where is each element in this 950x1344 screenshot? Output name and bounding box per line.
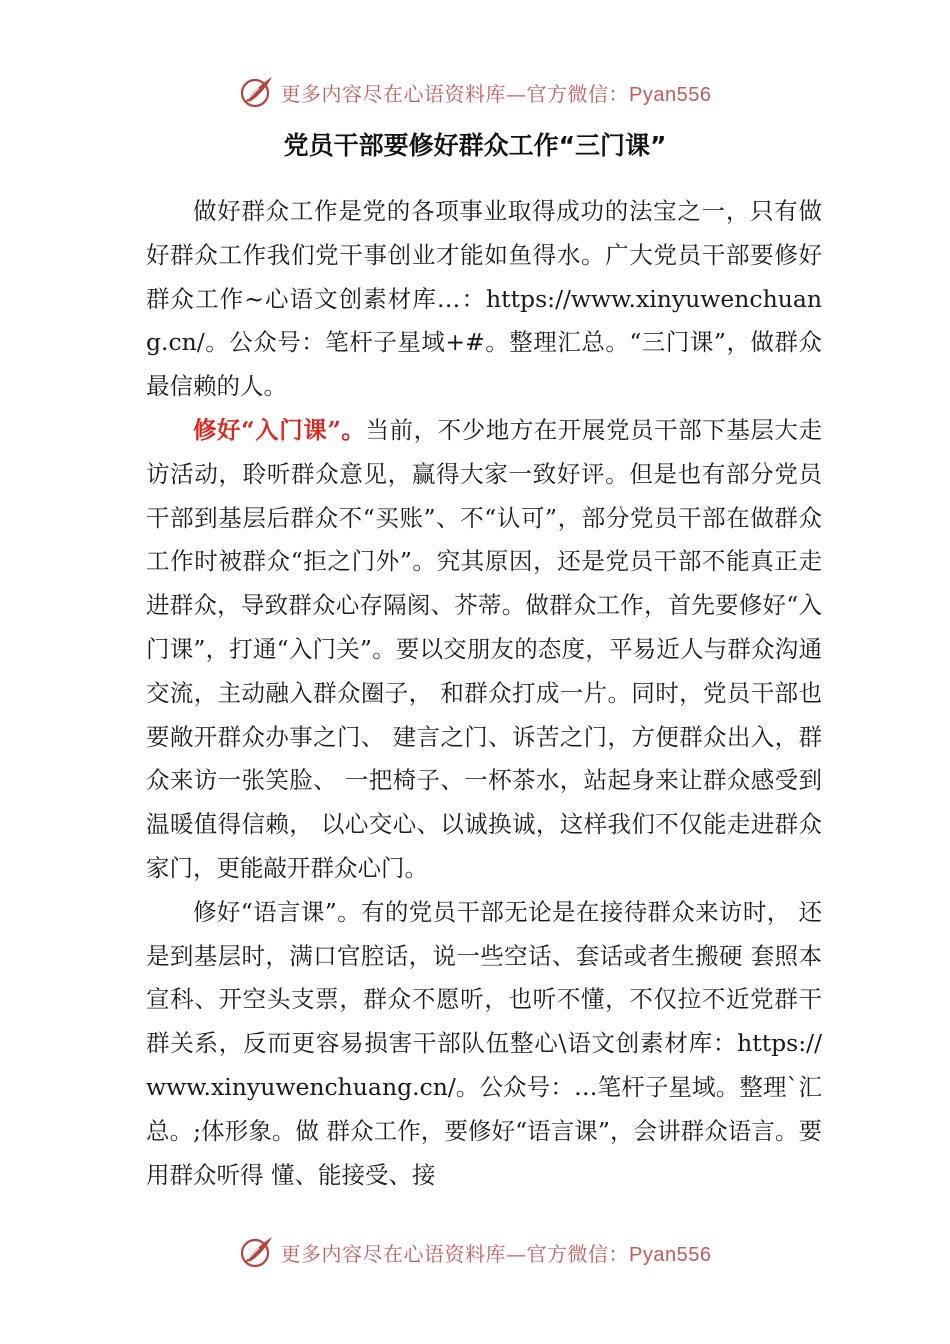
header-banner-text: 更多内容尽在心语资料库—官方微信：Pyan556	[280, 81, 712, 106]
header-banner	[0, 72, 950, 112]
footer-banner-text: 更多内容尽在心语资料库—官方微信：Pyan556	[280, 1241, 712, 1266]
wechat-id: Pyan556	[629, 83, 712, 106]
wechat-id: Pyan556	[629, 1243, 712, 1266]
paragraph-text: 当前，不少地方在开展党员干部下基层大走访活动，聆听群众意见，赢得大家一致好评。但是也有部分党员干部到基层后群众不“买账”、不“认可”，部分党员干部在做群众工作时被群众“拒之门外”。究其原因，还是党员干部不能真正走进群众，导致群众心存隔阂、芥蒂。做群众工作，首先要修好“入门课”，打通“入门关”。要以交朋友的态度，平易近人与群众沟通交流，主动融入群众圈子， 和群众打成一片。同时，党员干部也要敞开群众办事之门、 建言之门、诉苦之门，方便群众出入，群众来访一张笑脸、 一把椅子、一杯茶水，站起身来让群众感受到温暖值得信赖， 以心交心、以诚换诚，这样我们不仅能走进群众家门，更能敲开群众心门。	[146, 415, 822, 882]
paragraph-2	[146, 409, 822, 891]
quill-logo-icon	[239, 1234, 275, 1270]
paragraph-text: 做好群众工作是党的各项事业取得成功的法宝之一，只有做好群众工作我们党干事创业才能如鱼得水。广大党员干部要修好群众工作~心语文创素材库…：https://www.xinyuwenchuang.cn/。公众号：笔杆子星域+#。整理汇总。“三门课”，做群众最信赖的人。	[146, 197, 822, 401]
paragraph-3	[146, 891, 822, 1198]
paragraph-text: 修好“语言课”。有的党员干部无论是在接待群众来访时， 还是到基层时，满口官腔话，说一些空话、套话或者生搬硬 套照本宣科、开空头支票，群众不愿听，也听不懂，不仅拉不近党群干群关系，反而更容易损害干部队伍整心\语文创素材库：https://www.xinyuwenchuang.cn/。公众号：…笔杆子星域。整理`汇总。;体形象。做 群众工作，要修好“语言课”，会讲群众语言。要用群众听得 懂、能接受、接	[146, 897, 822, 1189]
footer-banner	[0, 1232, 950, 1272]
document-body	[146, 190, 822, 1197]
document-title: 党员干部要修好群众工作“三门课”	[283, 131, 667, 160]
paragraph-lead: 修好“入门课”。	[193, 415, 366, 444]
quill-logo-icon	[239, 74, 275, 110]
paragraph-1	[146, 190, 822, 409]
